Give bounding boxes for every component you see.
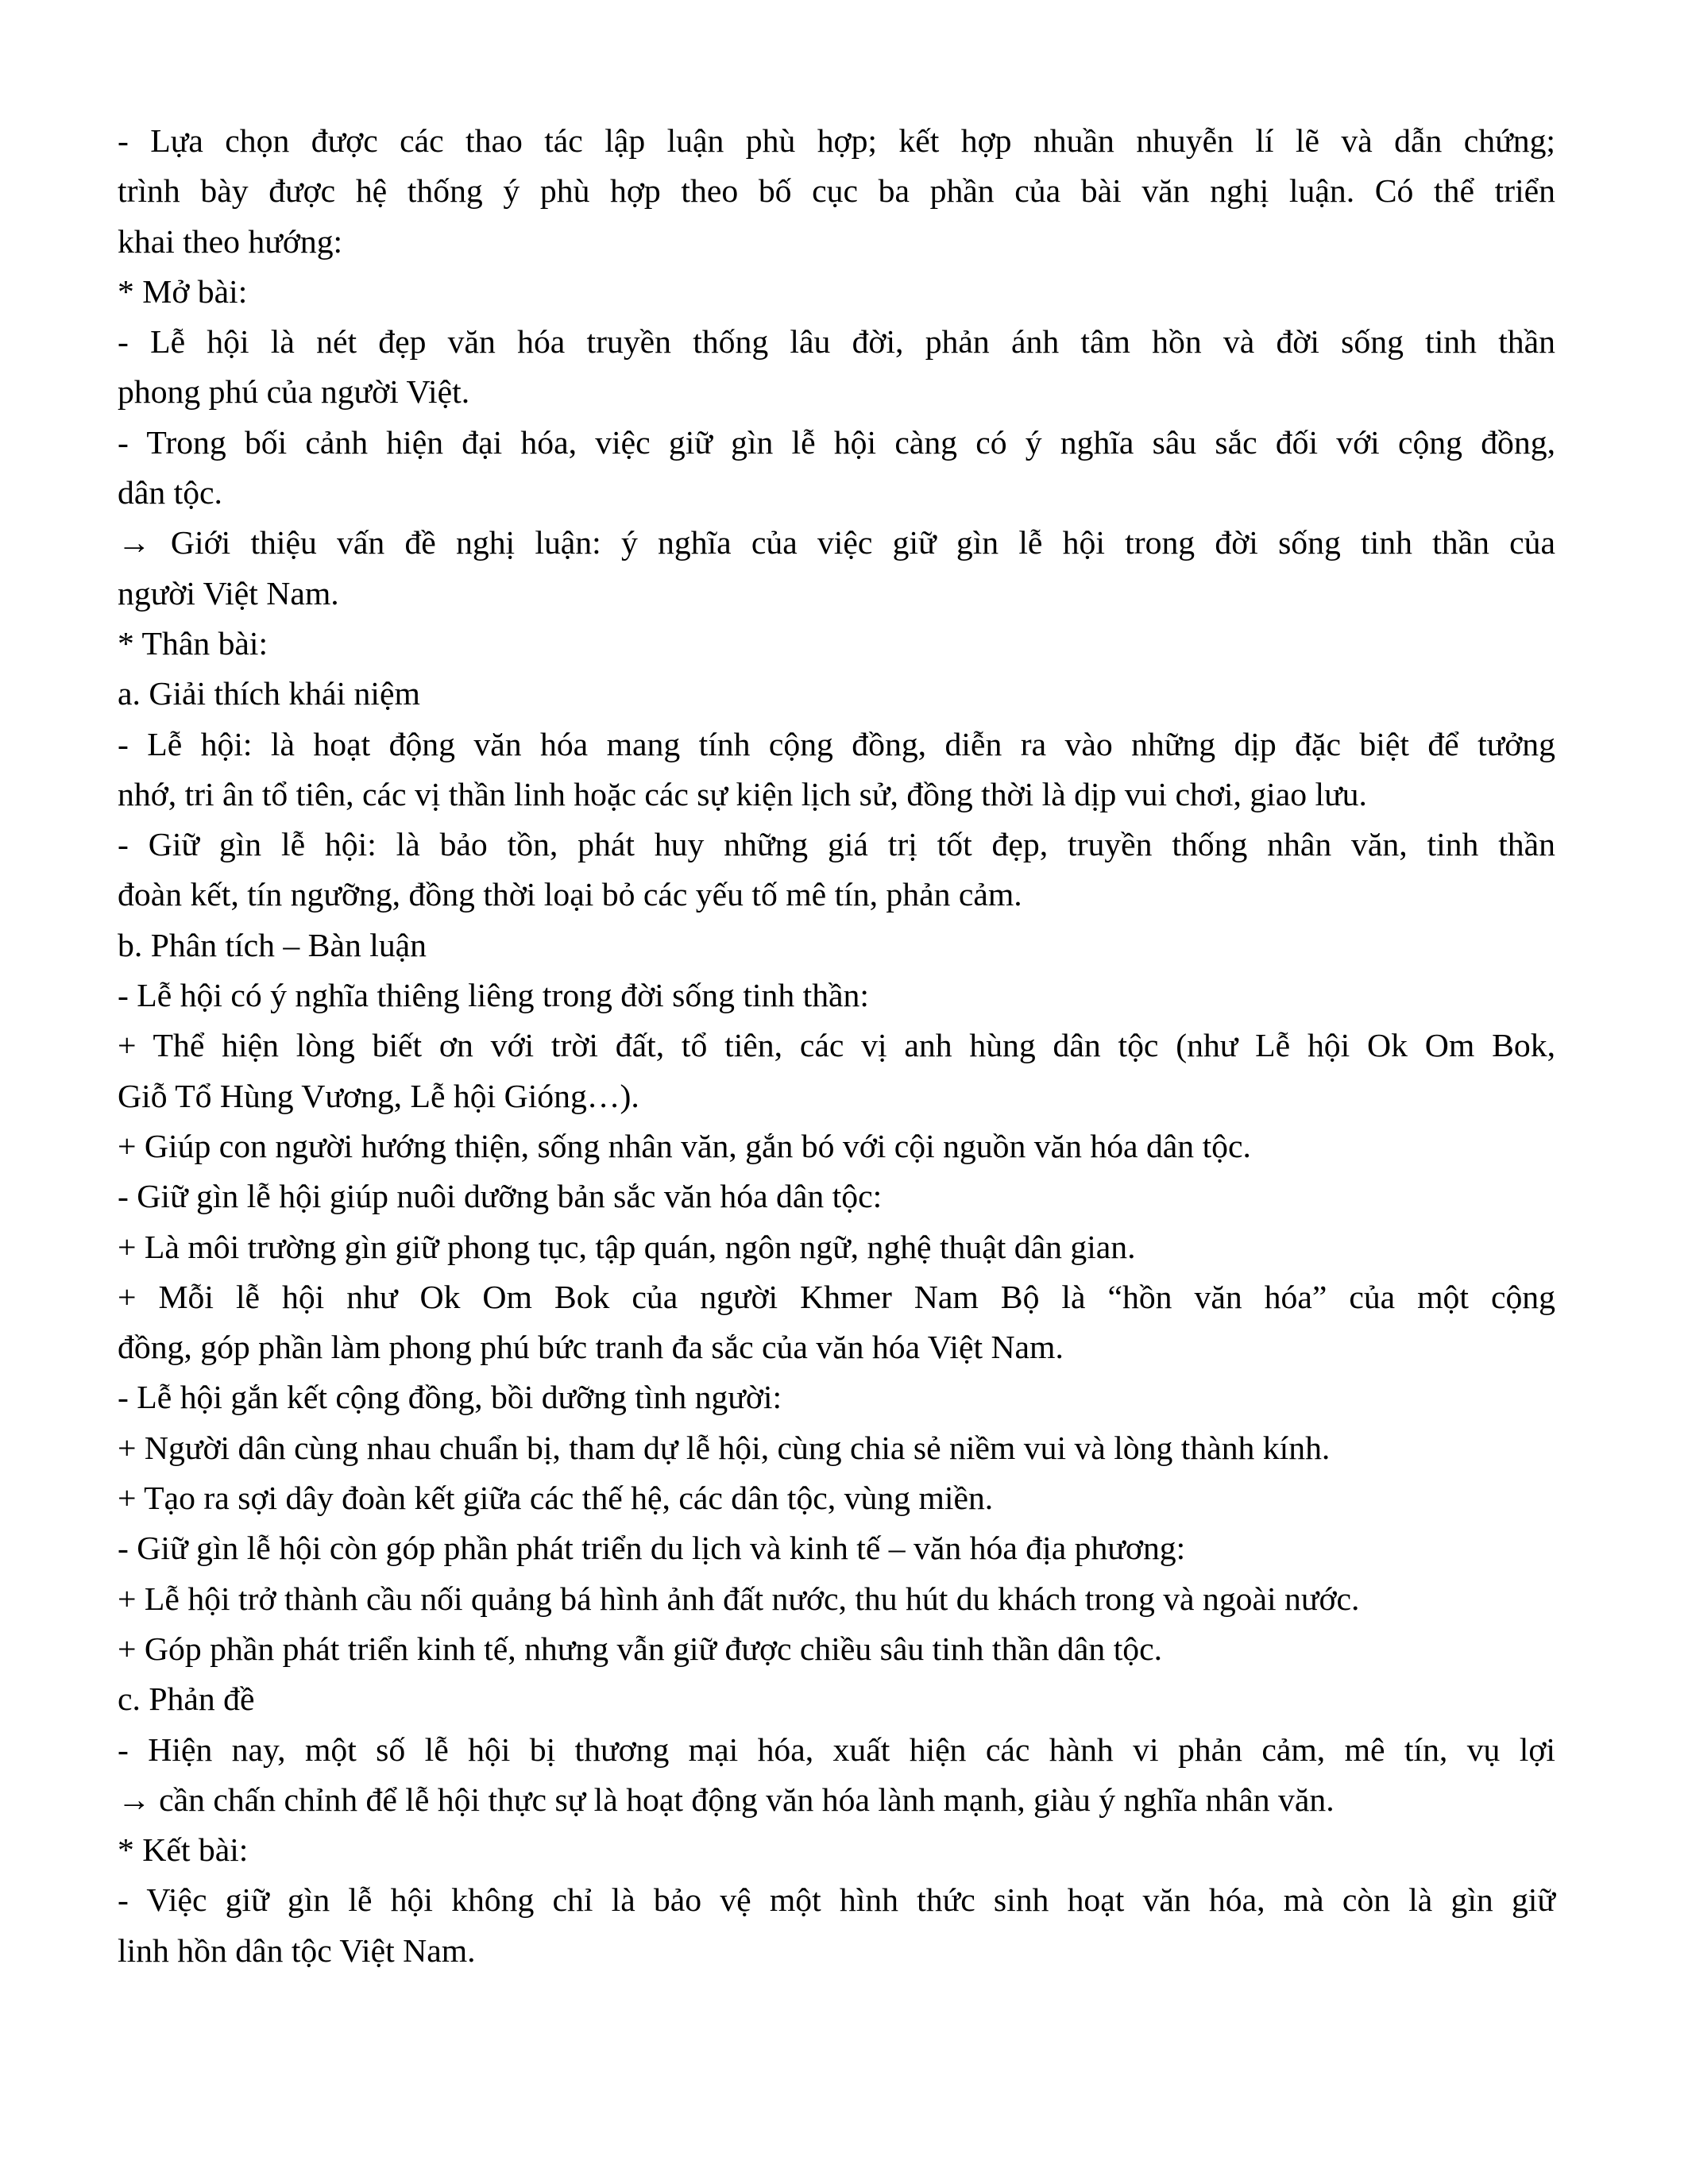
paragraph — [118, 419, 1555, 519]
text-line: - Lễ hội: là hoạt động văn hóa mang tính cộng đồng, diễn ra vào những dịp đặc biệt để tưởng — [118, 726, 1555, 763]
text-line: a. Giải thích khái niệm — [118, 676, 420, 713]
text-line: - Lễ hội gắn kết cộng đồng, bồi dưỡng tình người: — [118, 1379, 782, 1417]
text-line: * Thân bài: — [118, 625, 268, 662]
paragraph — [118, 971, 1555, 1021]
text-line: + Người dân cùng nhau chuẩn bị, tham dự lễ hội, cùng chia sẻ niềm vui và lòng thành kính. — [118, 1430, 1331, 1467]
paragraph — [118, 318, 1555, 419]
text-line: đồng, góp phần làm phong phú bức tranh đa sắc của văn hóa Việt Nam. — [118, 1329, 1064, 1367]
document-body — [118, 117, 1555, 1977]
text-line: người Việt Nam. — [118, 575, 339, 612]
text-line: * Kết bài: — [118, 1832, 249, 1870]
text-line: - Trong bối cảnh hiện đại hóa, việc giữ gìn lễ hội càng có ý nghĩa sâu sắc đối với cộng đồng, — [118, 424, 1555, 461]
text-line: - Giữ gìn lễ hội: là bảo tồn, phát huy những giá trị tốt đẹp, truyền thống nhân văn, tinh thần — [118, 827, 1555, 864]
paragraph — [118, 669, 1555, 720]
paragraph — [118, 1373, 1555, 1423]
text-line: - Việc giữ gìn lễ hội không chỉ là bảo vệ một hình thức sinh hoạt văn hóa, mà còn là gìn giữ — [118, 1882, 1555, 1920]
text-line: + Giúp con người hướng thiện, sống nhân văn, gắn bó với cội nguồn văn hóa dân tộc. — [118, 1128, 1251, 1165]
text-line: b. Phân tích – Bàn luận — [118, 927, 427, 964]
text-line: → cần chấn chỉnh để lễ hội thực sự là hoạt động văn hóa lành mạnh, giàu ý nghĩa nhân văn. — [118, 1781, 1335, 1819]
text-line: + Mỗi lễ hội như Ok Om Bok của người Khmer Nam Bộ là “hồn văn hóa” của một cộng — [118, 1279, 1555, 1316]
paragraph — [118, 820, 1555, 921]
paragraph — [118, 1172, 1555, 1222]
paragraph — [118, 1021, 1555, 1122]
text-line: khai theo hướng: — [118, 223, 343, 260]
paragraph — [118, 1575, 1555, 1625]
text-line: - Lễ hội có ý nghĩa thiêng liêng trong đời sống tinh thần: — [118, 978, 869, 1015]
paragraph — [118, 1524, 1555, 1574]
text-line: dân tộc. — [118, 475, 222, 512]
text-line: trình bày được hệ thống ý phù hợp theo bố cục ba phần của bài văn nghị luận. Có thể triển — [118, 173, 1555, 210]
text-line: - Giữ gìn lễ hội giúp nuôi dưỡng bản sắc văn hóa dân tộc: — [118, 1179, 883, 1216]
text-line: nhớ, tri ân tổ tiên, các vị thần linh hoặc các sự kiện lịch sử, đồng thời là dịp vui chơi, giao lưu. — [118, 776, 1367, 813]
text-line: * Mở bài: — [118, 273, 248, 311]
text-line: - Giữ gìn lễ hội còn góp phần phát triển du lịch và kinh tế – văn hóa địa phương: — [118, 1530, 1186, 1568]
text-line: + Tạo ra sợi dây đoàn kết giữa các thế hệ, các dân tộc, vùng miền. — [118, 1480, 994, 1518]
paragraph — [118, 117, 1555, 268]
paragraph — [118, 1273, 1555, 1374]
paragraph — [118, 1876, 1555, 1977]
paragraph — [118, 1424, 1555, 1474]
text-line: c. Phản đề — [118, 1681, 255, 1719]
text-line: + Lễ hội trở thành cầu nối quảng bá hình ảnh đất nước, thu hút du khách trong và ngoài nước. — [118, 1580, 1360, 1618]
paragraph — [118, 1122, 1555, 1172]
text-line: + Là môi trường gìn giữ phong tục, tập quán, ngôn ngữ, nghệ thuật dân gian. — [118, 1229, 1136, 1266]
paragraph — [118, 1625, 1555, 1675]
text-line: đoàn kết, tín ngưỡng, đồng thời loại bỏ các yếu tố mê tín, phản cảm. — [118, 877, 1022, 914]
text-line: Giỗ Tổ Hùng Vương, Lễ hội Gióng…). — [118, 1078, 639, 1115]
text-line: phong phú của người Việt. — [118, 374, 470, 411]
paragraph — [118, 921, 1555, 971]
paragraph — [118, 1726, 1555, 1827]
text-line: - Lễ hội là nét đẹp văn hóa truyền thống lâu đời, phản ánh tâm hồn và đời sống tinh thần — [118, 324, 1555, 361]
paragraph — [118, 268, 1555, 318]
paragraph — [118, 1223, 1555, 1273]
paragraph — [118, 519, 1555, 619]
paragraph — [118, 619, 1555, 669]
paragraph — [118, 1474, 1555, 1524]
text-line: → Giới thiệu vấn đề nghị luận: ý nghĩa của việc giữ gìn lễ hội trong đời sống tinh thần của — [118, 525, 1555, 562]
text-line: + Góp phần phát triển kinh tế, nhưng vẫn giữ được chiều sâu tinh thần dân tộc. — [118, 1630, 1163, 1668]
text-line: - Lựa chọn được các thao tác lập luận phù hợp; kết hợp nhuần nhuyễn lí lẽ và dẫn chứng; — [118, 123, 1555, 160]
text-line: - Hiện nay, một số lễ hội bị thương mại hóa, xuất hiện các hành vi phản cảm, mê tín, vụ lợi — [118, 1731, 1555, 1769]
text-line: linh hồn dân tộc Việt Nam. — [118, 1932, 476, 1970]
paragraph — [118, 1826, 1555, 1876]
paragraph — [118, 720, 1555, 821]
paragraph — [118, 1675, 1555, 1725]
text-line: + Thể hiện lòng biết ơn với trời đất, tổ tiên, các vị anh hùng dân tộc (như Lễ hội Ok Om Bok, — [118, 1028, 1555, 1065]
